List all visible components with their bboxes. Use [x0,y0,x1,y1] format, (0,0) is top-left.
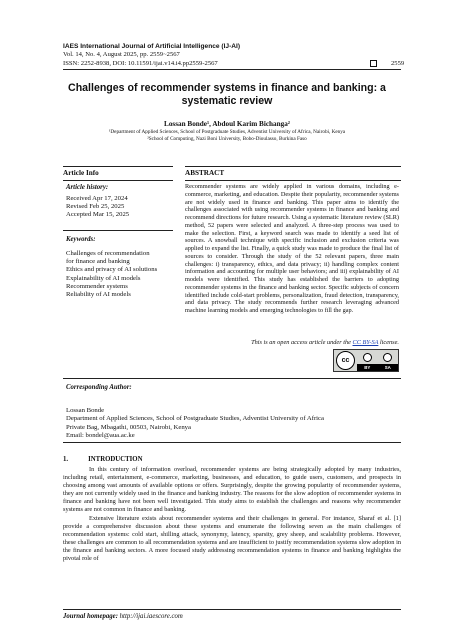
history-revised: Revised Feb 25, 2025 [66,203,125,211]
share-alike-icon [383,353,392,362]
attribution-icon [363,353,372,362]
footer-url[interactable]: http://ijai.iaescore.com [119,613,183,620]
article-info-heading: Article Info [63,169,99,177]
page-number-block [370,60,404,67]
journal-header [63,43,403,68]
cc-badge-right [357,350,398,371]
article-info-rule-top [63,166,173,167]
affiliations [63,129,391,142]
intro-paragraph: In this century of information overload, recommender systems are being strategically adopted by many industries, including retail, entertainment, e-commerce, marketing, businesses, and education, to guide users, customers, and prospects in choosing among vast amounts of available options or offers. Surprisingly, despite the growing popularity of recommender systems, they are not currently widely used in the finance and banking industry. The reasons for the slow adoption of recommender systems in finance and banking have not been well investigated. This study aims to establish the challenges and reasons why recommender systems are not common in finance and banking. [63,466,401,514]
corresponding-end-rule [63,442,401,443]
cc-terms [357,364,398,371]
corresponding-email: Email: bondel@aua.ac.ke [66,431,135,439]
cc-icons [357,350,398,364]
authors: Lossan Bonde¹, Abdoul Karim Bichanga² [164,120,290,128]
header-rule [63,69,401,70]
introduction-body [63,466,401,563]
keywords-label: Keywords: [66,236,96,243]
keyword-item: Challenges of recommendation [66,250,150,257]
cc-license-badge[interactable] [333,349,399,372]
license-prefix: This is an open access article under the [251,339,353,346]
issn-line: ISSN: 2252-8938, DOI: 10.11591/ijai.v14.i4.pp2559-2567 [63,59,218,67]
introduction-heading [63,456,163,463]
corresponding-name: Lossan Bonde [66,407,105,414]
abstract-end-rule [63,378,401,379]
abstract-heading: ABSTRACT [185,169,225,177]
affiliation-2: ²School of Computing, Nazi Boni University, Bobo-Dioulasso, Burkina Faso [147,135,307,142]
footer-rule [63,609,401,610]
section-number: 1. [63,456,69,463]
keyword-item: for finance and banking [66,258,130,266]
section-title: INTRODUCTION [88,456,143,463]
license-suffix: license. [378,339,399,346]
volume-line: Vol. 14, No. 4, August 2025, pp. 2559~2567 [63,51,180,59]
abstract-text: Recommender systems are widely applied in various domains, including e-commerce, marketing, and education. Despite their popularity, recommender systems are not widely used in finance and banking. This paper aims to identify the challenges associated with using recommender systems in finance and banking and recommend directions for future research. Using a systematic literature review (SLR) method, 52 papers were selected and analyzed. A three-step process was used to make the selection. First, a keyword search was made to identify a seed list of sources. A snowball technique with specific inclusion and exclusion criteria was applied to expand the list. Finally, a quick study was made to produce the final list of sources to consider. Through the study of the 52 relevant papers, three main challenges: i) transparency, ethics, and data privacy; ii) handling complex content information and accounting for multiple user behaviors; and iii) explainability of AI models were identified. This study has established the barriers to adopting recommender systems in the finance and banking sector. Specific subjects of concern identified include cold-start problems, personalization, fraud detection, transparency, and data privacy. The study recommends further research leveraging advanced machine learning models and emerging technologies to fill the gap. [185,183,399,314]
corresponding-line: Department of Applied Sciences, School of Postgraduate Studies, Adventist University of Africa [66,415,324,423]
page-number: 2559 [391,60,405,67]
affiliation-1: ¹Department of Applied Sciences, School of Postgraduate Studies, Adventist University of Africa, Nairobi, Kenya [108,129,346,135]
corresponding-line: Private Bag, Mbagathi, 00503, Nairobi, Kenya [66,423,191,431]
keyword-item: Ethics and privacy of AI solutions [66,266,158,274]
cc-term-by: BY [364,365,371,370]
keyword-item: Explainability of AI models [66,274,141,282]
license-statement [185,339,399,346]
history-divider [63,230,173,231]
page-box-icon [370,60,377,67]
corresponding-label: Corresponding Author: [66,384,132,391]
keyword-item: Reliability of AI models [66,291,131,299]
cc-term-sa: SA [384,365,391,370]
article-info-rule-bottom [63,180,173,181]
history-label: Article history: [66,184,109,191]
keywords-list [66,250,157,299]
intro-paragraph: Extensive literature exists about recommender systems and their challenges in general. For instance, Sharaf et al. [1] provide a comprehensive discussion about these systems and enumerate the following seven as the main challenges of recommendation systems: cold start, shilling attack, synonymy, latency, sparsity, grey sheep, and scalability problems. However, these challenges are common to all recommendation systems and are insufficient to justify recommendation systems slow adoption in the finance and banking sectors. A more focused study addressing recommendation systems in finance and banking highlights the pivotal role of [63,514,401,563]
history-accepted: Accepted Mar 15, 2025 [66,211,130,219]
cc-logo-icon: cc [336,351,355,370]
footer: Journal homepage: http://ijai.iaescore.com [63,613,183,620]
history-list [66,195,129,220]
abstract-rule-top [185,166,401,167]
abstract-rule-bottom [185,180,401,181]
corresponding-details [66,407,406,440]
journal-name: IAES International Journal of Artificial Intelligence (IJ-AI) [63,43,241,50]
history-received: Received Apr 17, 2024 [66,195,128,202]
paper-title: Challenges of recommender systems in finance and banking: a systematic review [68,82,386,107]
license-link[interactable]: CC BY-SA [352,339,379,346]
keyword-item: Recommender systems [66,282,128,290]
footer-label: Journal homepage [63,613,116,620]
